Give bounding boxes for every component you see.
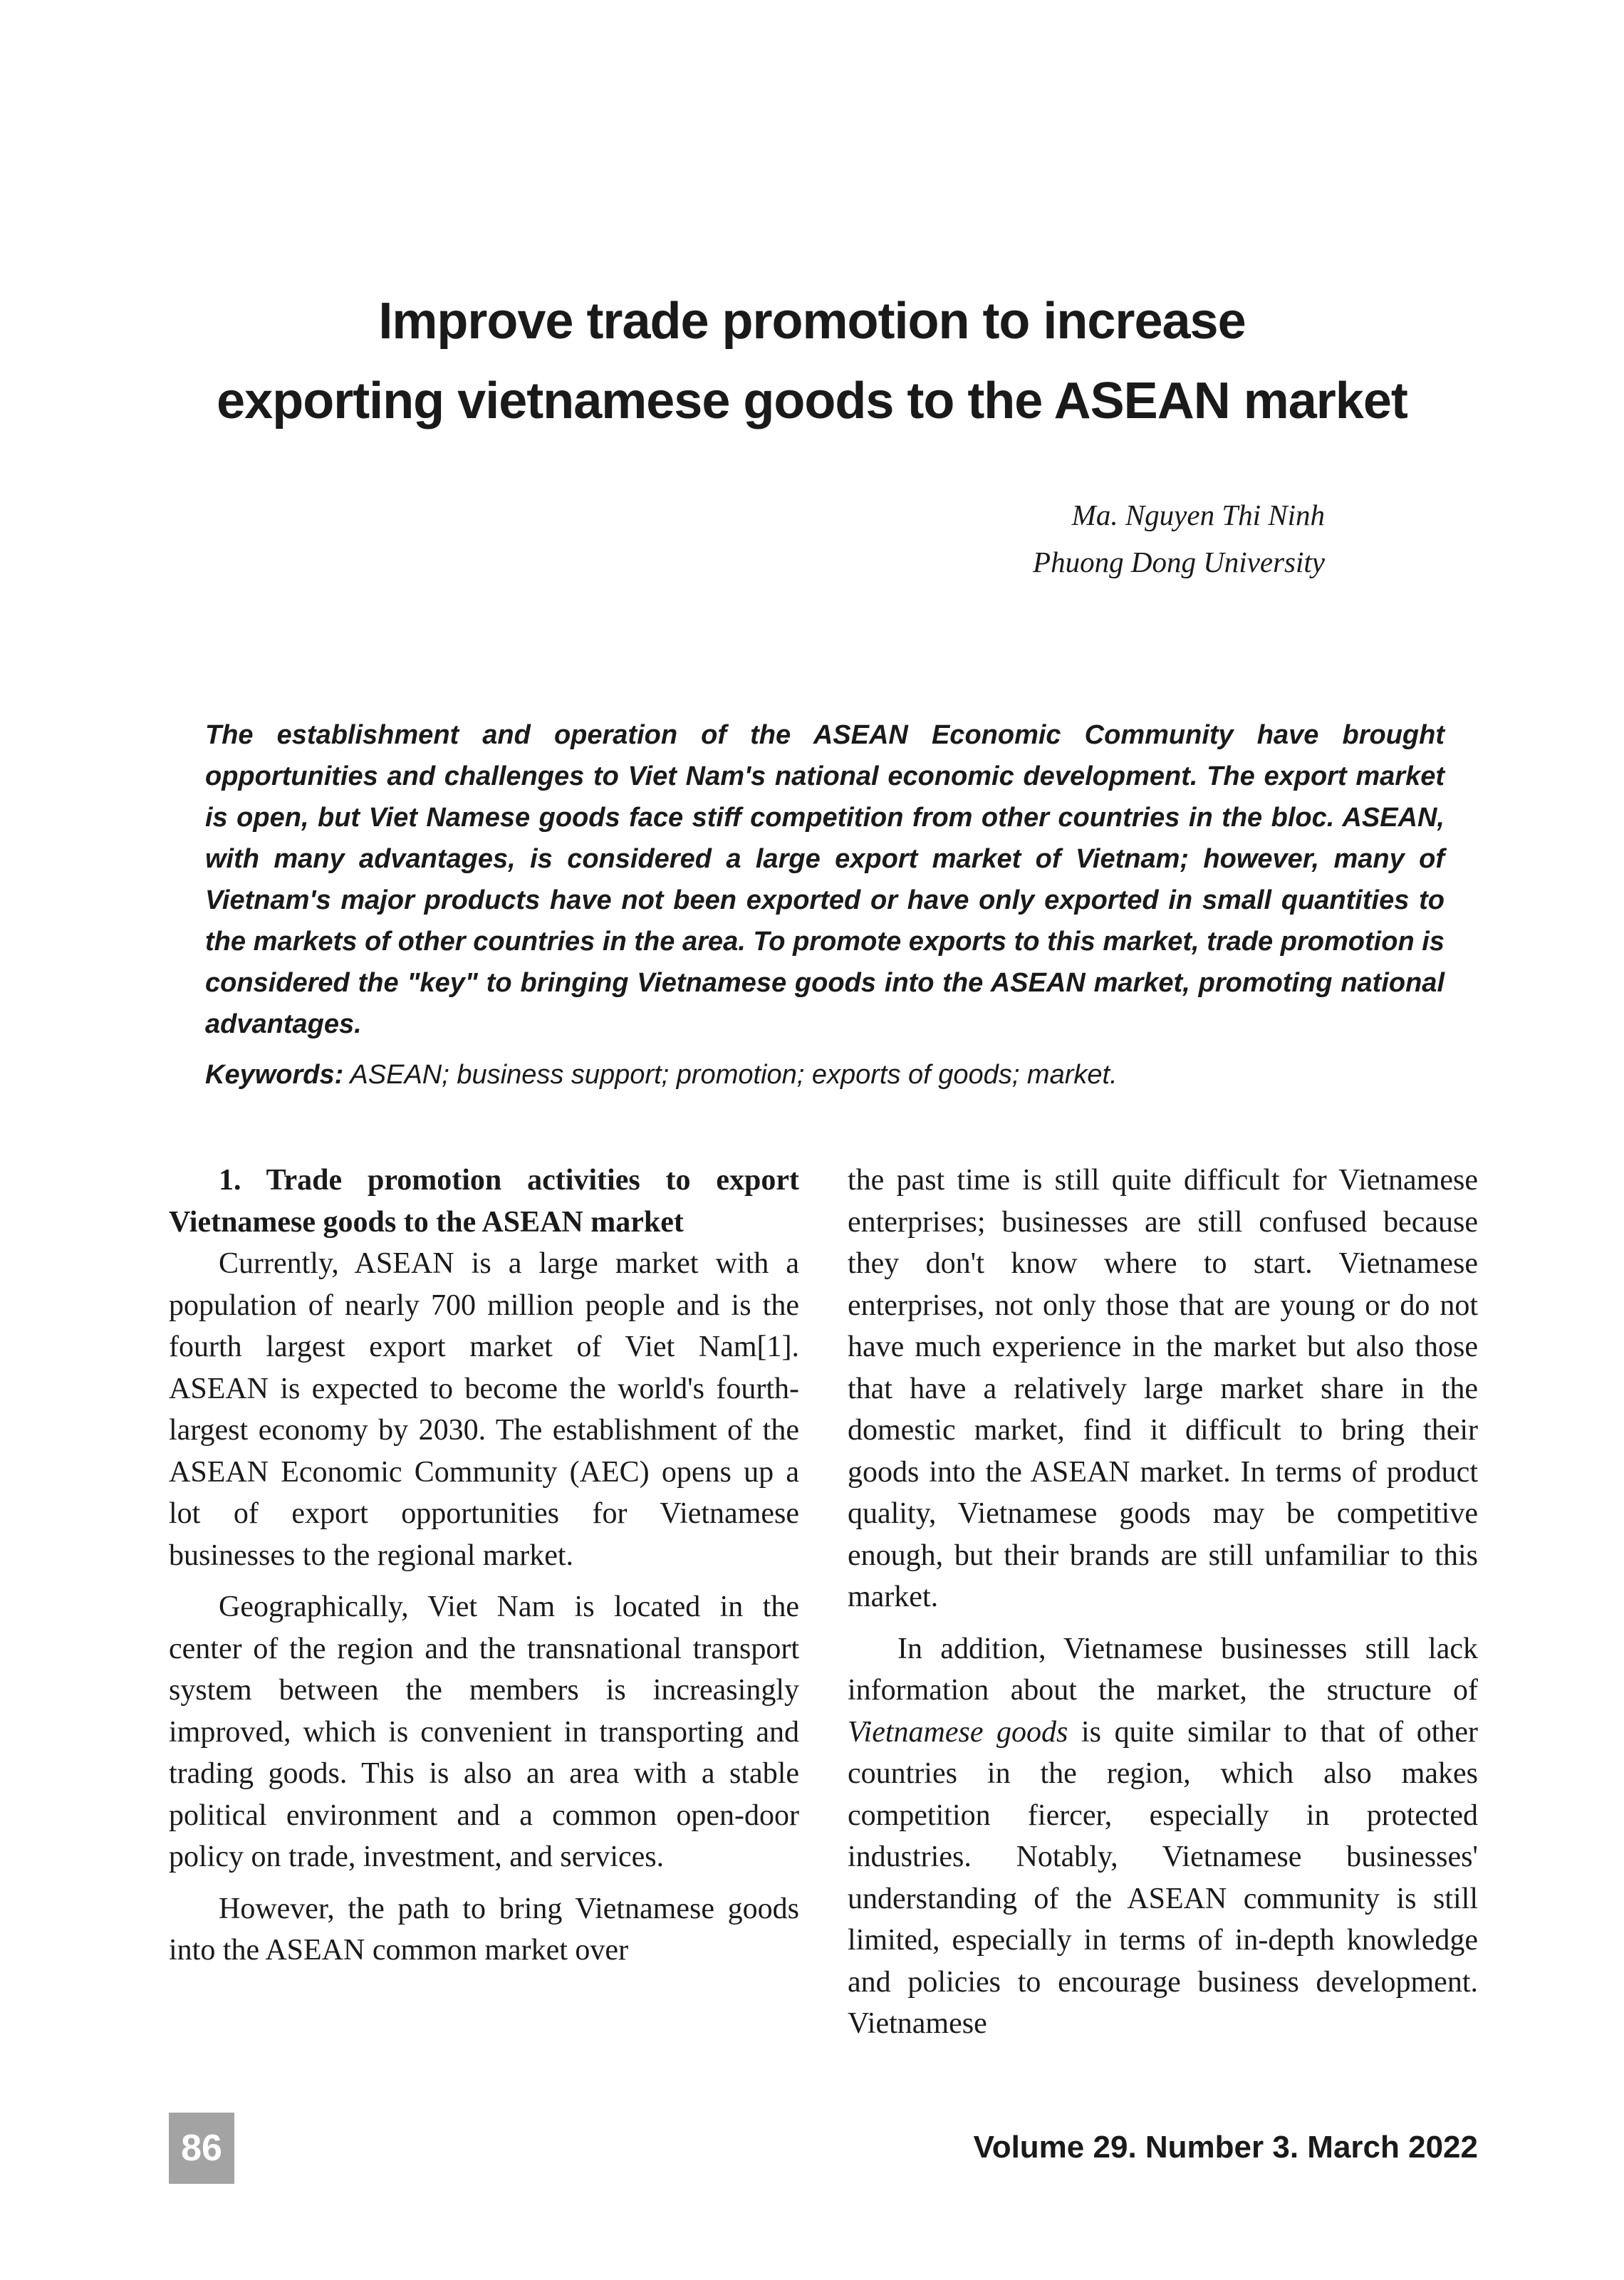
paragraph-continuation: the past time is still quite difficult for Vietnamese enterprises; businesses are still confused because they don't know where to start. Vietnamese enterprises, not only those that are young or do not have much experience in the market but also those that have a relatively large market share in the domestic market, find it difficult to bring their goods into the ASEAN market. In terms of product quality, Vietnamese goods may be competitive enough, but their brands are still unfamiliar to this market. — [848, 1164, 1478, 1613]
article-title-line-1: Improve trade promotion to increase — [378, 293, 1246, 350]
keywords-label: Keywords: — [205, 1060, 344, 1090]
paragraph-text: is quite similar to that of other countries in the region, which also makes competition fiercer, especially in protected industries. Notably, Vietnamese businesses' understanding of the ASEAN community is still limited, especially in terms of in-depth knowledge and policies to encourage business development. Vietnamese — [848, 1715, 1478, 2040]
keywords — [205, 1054, 1445, 1095]
author-block — [1033, 491, 1325, 585]
article-title-line-2: exporting vietnamese goods to the ASEAN market — [217, 373, 1407, 430]
paragraph: Geographically, Viet Nam is located in the center of the region and the transnational transport system between the members is increasingly improved, which is convenient in transporting and trading goods. This is also an area with a stable political environment and a common open-door policy on trade, investment, and services. — [169, 1591, 799, 1873]
paragraph — [848, 1628, 1478, 2045]
article-title — [0, 281, 1624, 441]
abstract: The establishment and operation of the ASEAN Economic Community have brought opportunities and challenges to Viet Nam's national economic development. The export market is open, but Viet Namese goods face stiff competition from other countries in the bloc. ASEAN, with many advantages, is considered a large export market of Vietnam; however, many of Vietnam's major products have not been exported or have only exported in small quantities to the markets of other countries in the area. To promote exports to this market, trade promotion is considered the "key" to bringing Vietnamese goods into the ASEAN market, promoting national advantages. — [205, 720, 1445, 1039]
right-column — [848, 1160, 1478, 2055]
keywords-text: ASEAN; business support; promotion; exports of goods; market. — [343, 1060, 1118, 1090]
author-affiliation: Phuong Dong University — [1033, 546, 1325, 578]
author-name: Ma. Nguyen Thi Ninh — [1071, 499, 1325, 531]
emphasis-text: Vietnamese goods — [848, 1715, 1068, 1749]
left-column — [169, 1160, 799, 1982]
issue-info: Volume 29. Number 3. March 2022 — [973, 2130, 1478, 2165]
page-number: 86 — [169, 2113, 234, 2184]
paragraph: However, the path to bring Vietnamese goods into the ASEAN common market over — [169, 1892, 799, 1967]
paragraph-text: In addition, Vietnamese businesses still lack information about the market, the structure of — [848, 1632, 1478, 1707]
paragraph: Currently, ASEAN is a large market with a population of nearly 700 million people and is the fourth largest export market of Viet Nam[1]. ASEAN is expected to become the world's fourth-largest economy by 2030. The establishment of the ASEAN Economic Community (AEC) opens up a lot of export opportunities for Vietnamese businesses to the regional market. — [169, 1247, 799, 1572]
section-heading: 1. Trade promotion activities to export Vietnamese goods to the ASEAN market — [169, 1164, 799, 1239]
